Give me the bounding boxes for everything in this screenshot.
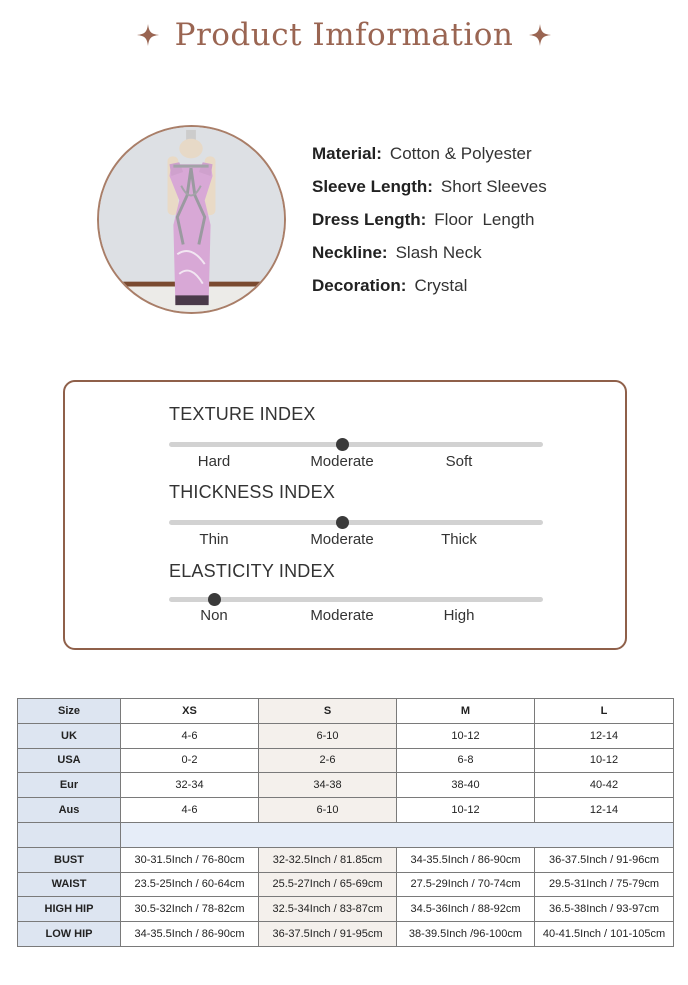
spec-dress-length	[312, 204, 547, 237]
table-cell: 25.5-27Inch / 65-69cm	[259, 872, 397, 897]
table-row	[18, 897, 674, 922]
scale-label-mid: Moderate	[310, 453, 374, 470]
column-header: M	[397, 699, 535, 724]
row-label: BUST	[18, 847, 121, 872]
table-cell: 6-10	[259, 798, 397, 823]
sparkle-icon	[529, 24, 551, 46]
table-cell: 2-6	[259, 748, 397, 773]
spec-key: Neckline:	[312, 242, 388, 262]
table-cell: 38-39.5Inch /96-100cm	[397, 922, 535, 947]
index-title: TEXTURE INDEX	[169, 404, 316, 424]
table-cell: 12-14	[535, 723, 674, 748]
spec-material	[312, 138, 547, 171]
table-row	[18, 748, 674, 773]
row-label: HIGH HIP	[18, 897, 121, 922]
column-header: XS	[121, 699, 259, 724]
table-cell: 4-6	[121, 723, 259, 748]
table-cell: 34-38	[259, 773, 397, 798]
table-cell: 34-35.5Inch / 86-90cm	[397, 847, 535, 872]
spec-value: Cotton & Polyester	[389, 144, 532, 164]
scale-label-low: Thin	[199, 531, 229, 548]
scale-label-high: High	[443, 607, 475, 624]
table-cell: 10-12	[397, 798, 535, 823]
spec-value: Floor Length	[434, 209, 535, 229]
spec-neckline	[312, 236, 547, 269]
table-cell: 38-40	[397, 773, 535, 798]
table-cell: 36.5-38Inch / 93-97cm	[535, 897, 674, 922]
scale-label-low: Non	[200, 607, 228, 624]
column-header: Size	[18, 699, 121, 724]
thickness-index	[169, 482, 545, 548]
row-label: Eur	[18, 773, 121, 798]
row-label: UK	[18, 723, 121, 748]
table-spacer-row	[18, 822, 674, 847]
scale-label-mid: Moderate	[310, 531, 374, 548]
scale-labels	[169, 453, 543, 473]
table-cell: 29.5-31Inch / 75-79cm	[535, 872, 674, 897]
scale-label-low: Hard	[197, 453, 231, 470]
spec-key: Dress Length:	[312, 209, 427, 229]
row-label: WAIST	[18, 872, 121, 897]
table-cell: 23.5-25Inch / 60-64cm	[121, 872, 259, 897]
page-title: Product Imformation	[174, 17, 514, 53]
size-header-row	[18, 699, 674, 724]
row-label: Aus	[18, 798, 121, 823]
fabric-index-card	[63, 380, 627, 650]
table-cell: 4-6	[121, 798, 259, 823]
table-cell: 36-37.5Inch / 91-96cm	[535, 847, 674, 872]
spec-key: Material:	[312, 144, 382, 164]
index-title: THICKNESS INDEX	[169, 482, 336, 502]
column-header: L	[535, 699, 674, 724]
table-cell: 6-8	[397, 748, 535, 773]
elasticity-scale-track	[169, 597, 543, 602]
spec-key: Sleeve Length:	[312, 177, 433, 197]
elasticity-index	[169, 561, 545, 624]
table-cell: 32-32.5Inch / 81.85cm	[259, 847, 397, 872]
scale-labels	[169, 607, 543, 627]
table-cell: 30.5-32Inch / 78-82cm	[121, 897, 259, 922]
scale-label-mid: Moderate	[310, 607, 374, 624]
table-cell: 32.5-34Inch / 83-87cm	[259, 897, 397, 922]
index-title: ELASTICITY INDEX	[169, 561, 335, 581]
spacer-cell	[18, 822, 121, 847]
table-cell: 6-10	[259, 723, 397, 748]
table-cell: 27.5-29Inch / 70-74cm	[397, 872, 535, 897]
table-cell: 30-31.5Inch / 76-80cm	[121, 847, 259, 872]
section-title	[0, 12, 688, 58]
sparkle-icon	[137, 24, 159, 46]
spacer-cell	[121, 822, 674, 847]
thickness-indicator-dot	[336, 516, 349, 529]
thickness-scale-track	[169, 520, 543, 525]
texture-scale-track	[169, 442, 543, 447]
table-row	[18, 798, 674, 823]
spec-value: Crystal	[414, 275, 468, 295]
table-cell: 40-42	[535, 773, 674, 798]
scale-label-high: Thick	[441, 531, 477, 548]
table-cell: 32-34	[121, 773, 259, 798]
table-cell: 10-12	[397, 723, 535, 748]
row-label: LOW HIP	[18, 922, 121, 947]
column-header: S	[259, 699, 397, 724]
table-row	[18, 922, 674, 947]
texture-index	[169, 404, 545, 470]
table-cell: 34.5-36Inch / 88-92cm	[397, 897, 535, 922]
table-cell: 10-12	[535, 748, 674, 773]
dress-image	[99, 127, 284, 312]
scale-labels	[169, 531, 543, 551]
table-cell: 34-35.5Inch / 86-90cm	[121, 922, 259, 947]
table-row	[18, 773, 674, 798]
table-cell: 12-14	[535, 798, 674, 823]
table-cell: 36-37.5Inch / 91-95cm	[259, 922, 397, 947]
product-specs	[312, 138, 547, 302]
spec-value: Short Sleeves	[440, 177, 547, 197]
size-chart-table	[17, 698, 674, 947]
table-row	[18, 847, 674, 872]
spec-key: Decoration:	[312, 275, 407, 295]
table-row	[18, 723, 674, 748]
texture-indicator-dot	[336, 438, 349, 451]
elasticity-indicator-dot	[208, 593, 221, 606]
spec-value: Slash Neck	[395, 242, 482, 262]
product-photo	[97, 125, 286, 314]
spec-decoration	[312, 269, 547, 302]
scale-label-high: Soft	[445, 453, 473, 470]
table-cell: 40-41.5Inch / 101-105cm	[535, 922, 674, 947]
table-cell: 0-2	[121, 748, 259, 773]
table-row	[18, 872, 674, 897]
row-label: USA	[18, 748, 121, 773]
spec-sleeve-length	[312, 171, 547, 204]
